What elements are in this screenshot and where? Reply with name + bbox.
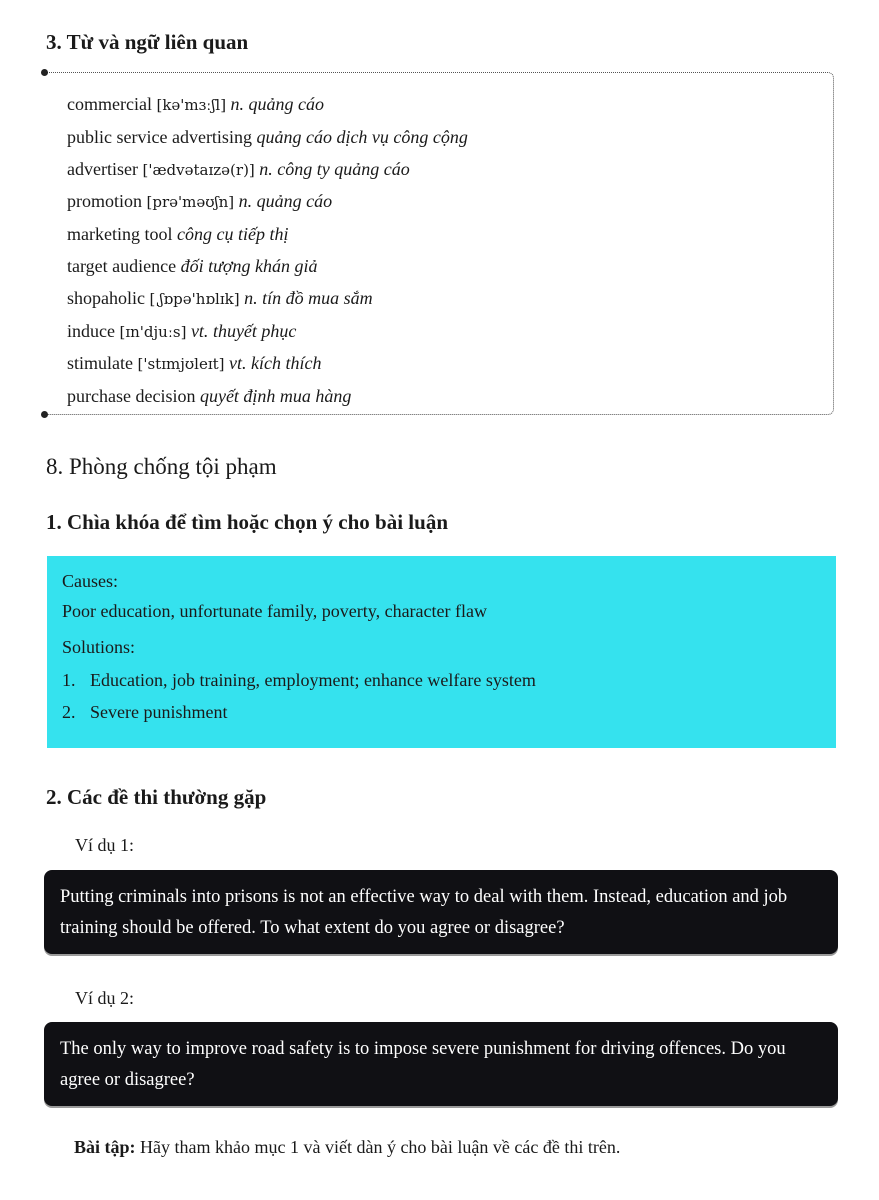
vocab-ipa: [kə'mɜːʃl] bbox=[156, 96, 227, 114]
vocab-meaning: đối tượng khán giả bbox=[180, 255, 318, 276]
vocab-item bbox=[67, 251, 468, 283]
exercise-label: Bài tập: bbox=[74, 1137, 136, 1157]
vocab-pos: n. bbox=[244, 287, 258, 308]
vocab-ipa: ['ædvətaɪzə(r)] bbox=[142, 160, 255, 179]
solutions-list bbox=[62, 664, 821, 728]
box-corner-dot bbox=[41, 411, 48, 418]
solution-text: Education, job training, employment; enhance welfare system bbox=[90, 670, 536, 690]
example-2-question: The only way to improve road safety is to impose severe punishment for driving offences. Do you agree or disagree? bbox=[44, 1022, 838, 1106]
vocab-term: commercial bbox=[67, 94, 152, 114]
vocab-pos: n. bbox=[238, 191, 253, 212]
vocab-item bbox=[67, 122, 468, 154]
vocab-item bbox=[67, 316, 468, 349]
example-1-question: Putting criminals into prisons is not an effective way to deal with them. Instead, education and job training should be offered. To what extent do you agree or disagree? bbox=[44, 870, 838, 954]
vocab-pos: n. bbox=[230, 94, 245, 114]
vocab-ipa: [ˌʃɒpə'hɒlɪk] bbox=[149, 289, 240, 308]
vocab-term: stimulate bbox=[67, 353, 133, 374]
vocab-term: target audience bbox=[67, 255, 177, 276]
vocab-pos: vt. bbox=[190, 320, 209, 341]
vocab-box bbox=[45, 72, 834, 415]
vocab-item bbox=[67, 219, 468, 251]
common-topics-heading: 2. Các đề thi thường gặp bbox=[46, 785, 267, 809]
vocab-term: purchase decision bbox=[67, 386, 196, 407]
vocab-item bbox=[67, 283, 468, 316]
vocab-meaning: quảng cáo bbox=[256, 191, 333, 212]
vocab-meaning: thuyết phục bbox=[212, 320, 297, 341]
vocab-pos: n. bbox=[259, 158, 273, 179]
vocab-meaning: quyết định mua hàng bbox=[199, 386, 352, 407]
solution-number: 1. bbox=[62, 670, 76, 690]
exercise-text: Hãy tham khảo mục 1 và viết dàn ý cho bài luận về các đề thi trên. bbox=[140, 1137, 621, 1157]
solution-item bbox=[62, 664, 821, 696]
vocab-list bbox=[67, 89, 468, 413]
vocab-term: induce bbox=[67, 320, 115, 341]
keys-heading: 1. Chìa khóa để tìm hoặc chọn ý cho bài luận bbox=[46, 510, 448, 534]
solutions-label: Solutions: bbox=[62, 637, 136, 657]
vocab-meaning: tín đồ mua sắm bbox=[262, 287, 373, 308]
solution-item bbox=[62, 696, 821, 728]
vocab-ipa: [ɪn'djuːs] bbox=[119, 322, 187, 341]
causes-text: Poor education, unfortunate family, poverty, character flaw bbox=[62, 601, 487, 621]
vocab-item bbox=[67, 381, 468, 413]
vocab-meaning: quảng cáo bbox=[248, 94, 325, 114]
vocab-term: advertiser bbox=[67, 158, 138, 179]
solution-text: Severe punishment bbox=[90, 702, 228, 722]
vocab-ipa: [prə'məʊʃn] bbox=[146, 193, 235, 212]
vocab-meaning: quảng cáo dịch vụ công cộng bbox=[256, 126, 468, 147]
vocab-term: shopaholic bbox=[67, 287, 145, 308]
vocab-item bbox=[67, 154, 468, 187]
vocab-term: public service advertising bbox=[67, 126, 252, 147]
vocab-meaning: kích thích bbox=[251, 353, 322, 374]
box-corner-dot bbox=[41, 69, 48, 76]
example-2-label: Ví dụ 2: bbox=[75, 988, 135, 1008]
keys-box bbox=[47, 556, 836, 748]
vocab-item bbox=[67, 89, 468, 122]
vocab-meaning: công ty quảng cáo bbox=[277, 158, 410, 179]
vocab-pos: vt. bbox=[229, 353, 247, 374]
chapter-title: 8. Phòng chống tội phạm bbox=[46, 454, 277, 479]
example-1-label: Ví dụ 1: bbox=[75, 835, 135, 855]
causes-label: Causes: bbox=[62, 571, 118, 591]
vocab-ipa: ['stɪmjʊleɪt] bbox=[137, 355, 225, 374]
vocab-term: marketing tool bbox=[67, 224, 173, 245]
vocab-section-heading: 3. Từ và ngữ liên quan bbox=[46, 30, 249, 54]
vocab-item bbox=[67, 348, 468, 381]
exercise bbox=[74, 1137, 620, 1158]
solution-number: 2. bbox=[62, 702, 76, 722]
vocab-meaning: công cụ tiếp thị bbox=[176, 224, 289, 245]
vocab-item bbox=[67, 186, 468, 219]
vocab-term: promotion bbox=[67, 191, 142, 212]
